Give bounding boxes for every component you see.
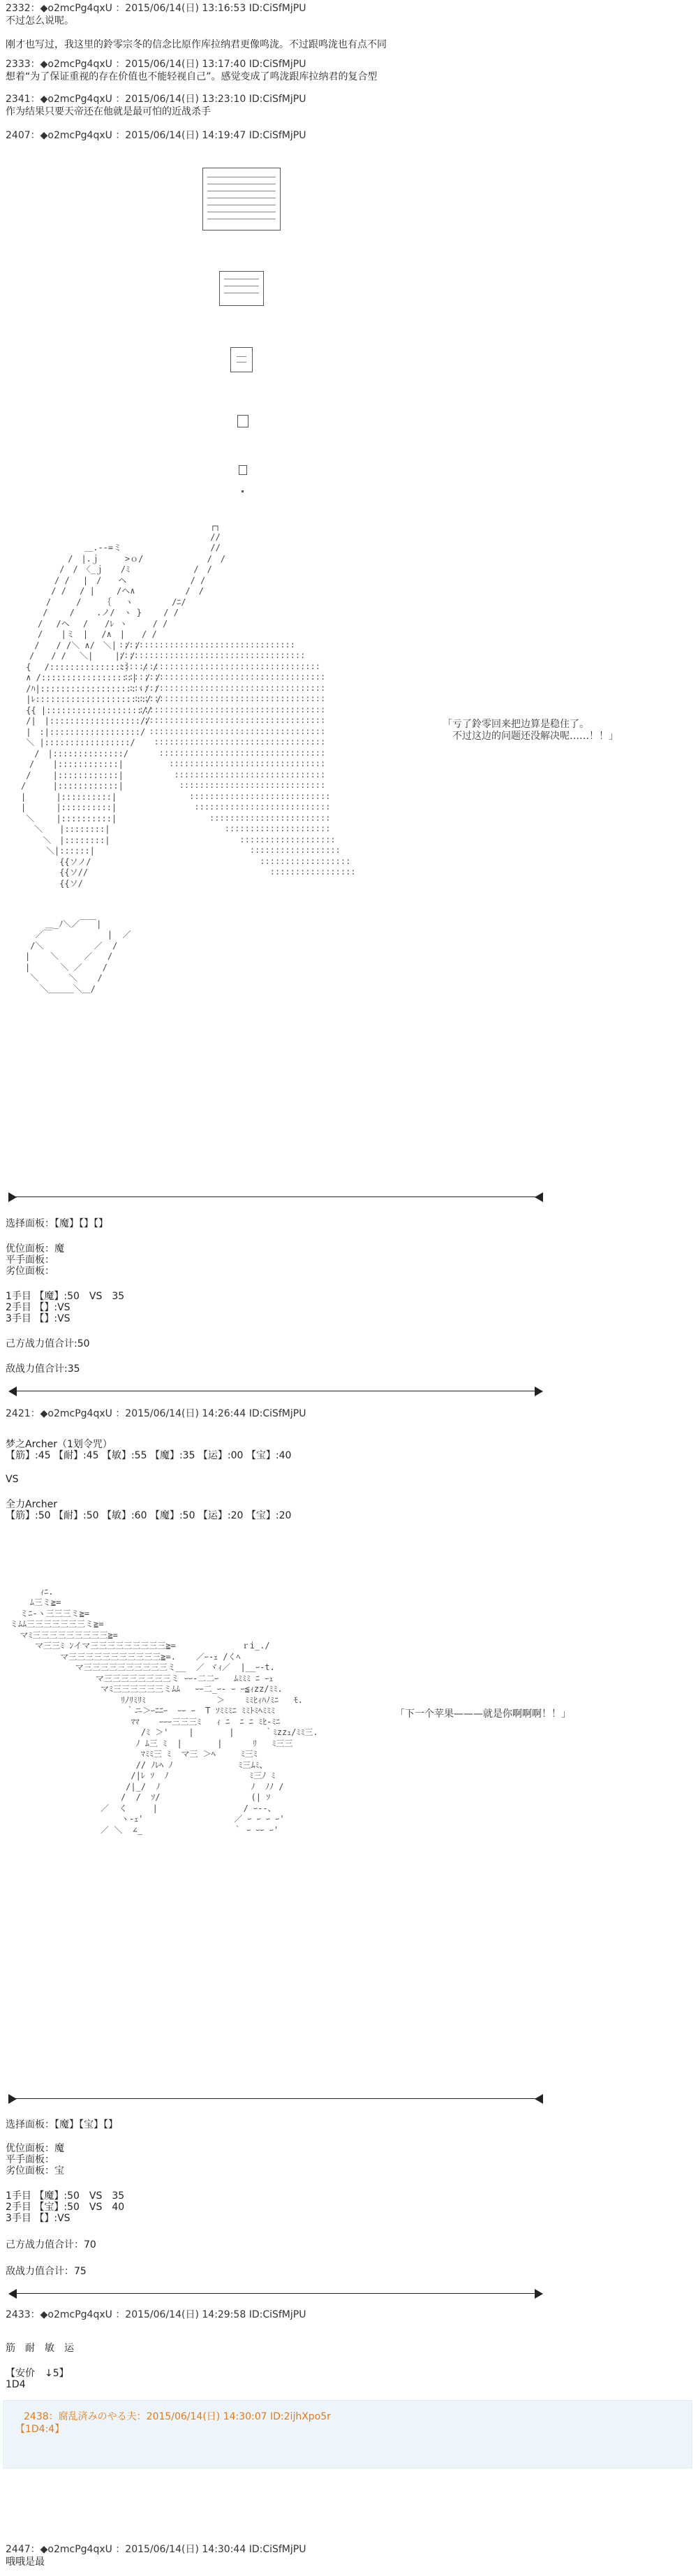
post-text: 刚才也写过，我这里的鈴零宗冬的信念比原作库拉纳君更像鸣泷。不过跟鸣泷也有点不同 <box>6 39 387 50</box>
post-header: 2421：◆o2mcPg4qxU ：2015/06/14(日) 14:26:44 ID:CiSfMjPU <box>6 1408 306 1419</box>
advantage-panel: 优位面板：魔 <box>6 2143 64 2154</box>
disadvantage-panel: 劣位面板：宝 <box>6 2165 64 2176</box>
ascii-art-ground: ＿_ﾉ＼／￣￣| ／￣ | ／ /＼ ／ / | ＼ ／ / | ＼ ／ / ＼ ＼ / ＼＿＿＿＼＿/ <box>25 919 131 994</box>
round-3: 3手目 【】:VS <box>6 2213 70 2224</box>
zoom-frame <box>237 415 248 427</box>
section-divider <box>8 1386 543 1397</box>
post-header: 2433：◆o2mcPg4qxU ：2015/06/14(日) 14:29:58 ID:CiSfMjPU <box>6 2309 306 2320</box>
select-panel: 选择面板：【魔】【宝】【】 <box>6 2119 118 2130</box>
enemy-total: 敌战力值合计：75 <box>6 2266 87 2277</box>
section-divider <box>8 2093 543 2105</box>
advantage-panel: 优位面板：魔 <box>6 1243 64 1254</box>
servant-a-name: 梦之Archer（1划令咒） <box>6 1439 112 1450</box>
ascii-art-texture: ::::::::::::::::::::::::::::::::::: ::::::::::::::::::::::::::::::::::::: :::::::::::::::::::::::::::::::::::::::: :::::::::::::::::::::::::::::::::::::::: ::::::::::::::::::::::::::::::::::::::: :::::::::::::::::::::::::::::::::::::: ::::::::::::::::::::::::::::::::::::: :::::::::::::::::::::::::::::::::::: ::::::::::::::::::::::::::::::::::: :::::::::::::::::::::::::::::::::: ::::::::::::::::::::::::::::::::: ::::::::::::::::::::::::::::::: :::::::::::::::::::::::::::::: ::::::::::::::::::::::::::::: :::::::::::::::::::::::::::: ::::::::::::::::::::::::::: :::::::::::::::::::::::: ::::::::::::::::::::: ::::::::::::::::::: :::::::::::::::::: :::::::::::::::::: ::::::::::::::::: <box>119 639 356 877</box>
own-total: 己方战力值合计:50 <box>6 1338 90 1349</box>
post-header: 2333：◆o2mcPg4qxU ：2015/06/14(日) 13:17:40 ID:CiSfMjPU <box>6 59 306 70</box>
select-panel: 选择面板：【魔】【】【】 <box>6 1218 108 1229</box>
zoom-frame <box>219 271 264 306</box>
section-divider <box>8 2288 543 2299</box>
post-text: 哦哦是最 <box>6 2556 45 2568</box>
servant-b-stats: 【筋】:50 【耐】:50 【敏】:60 【魔】:50 【运】:20 【宝】:20 <box>6 1510 292 1521</box>
round-1: 1手目 【魔】:50 VS 35 <box>6 2190 125 2202</box>
post-header: 2447：◆o2mcPg4qxU ：2015/06/14(日) 14:30:44 ID:CiSfMjPU <box>6 2544 306 2555</box>
zoom-dot <box>242 490 244 492</box>
even-panel: 平手面板： <box>6 2154 54 2165</box>
speech-bubble: 「下一个苹果———就是你啊啊啊！！」 <box>395 1708 571 1720</box>
own-total: 己方战力值合计：70 <box>6 2239 96 2251</box>
post-header: 2407：◆o2mcPg4qxU ：2015/06/14(日) 14:19:47 ID:CiSfMjPU <box>6 130 306 141</box>
round-3: 3手目 【】:VS <box>6 1313 70 1324</box>
post-text: 不过怎么说呢。 <box>6 15 74 27</box>
ascii-art-figure: ┌┐ // ＿.--=ミ // / |.ｊ >ｏ/ / / / / 〈_ｊ /ﾐ / / / / | / ヘ / / / / / | /ヘ∧ / / / / ｛ ヽ /ﾆ/ / / .ノ/ ヽ } / / / /ヘ / /ﾚ ヽ / / / |ミ | /∧ | / / / / /＼ ∧/ ＼| / / / / / ＼| |/ / { /:::::::::::::::｝ / / ∧ /::::::::::::::::::| / / /ﾊ|:::::::::::::::::::ヽ/ / |ﾚ::::::::::::::::::::::/ / {{ |:::::::::::::::::::// /| |::::::::::::::::::// | :|::::::::::::::::::/ ＼ |:::::::::::::::::/ / |::::::::::::::/ / |::::::::::::| / |::::::::::::| / |::::::::::::| | |::::::::::| | |::::::::::| ＼ |::::::::::| ＼ |::::::::| ＼ |::::::::| ＼|::::::| {{ソノ/ {{ソ// {{ソ/ <box>21 521 226 888</box>
post-header: 2332：◆o2mcPg4qxU ：2015/06/14(日) 13:16:53 ID:CiSfMjPU <box>6 3 306 14</box>
round-1: 1手目 【魔】:50 VS 35 <box>6 1291 125 1302</box>
disadvantage-panel: 劣位面板： <box>6 1266 54 1277</box>
speech-line: 不过这边的问题还没解决呢……！！」 <box>443 731 618 742</box>
versus-label: VS <box>6 1474 19 1485</box>
speech-line: 「亏了鈴零回来把边算是稳住了。 <box>443 719 589 730</box>
post-text: 想着“为了保证重视的存在价值也不能轻视自己”。感觉变成了鸣泷跟库拉纳君的复合型 <box>6 71 378 82</box>
post-text: 作为结果只要天帝还在他就是最可怕的近战杀手 <box>6 106 211 117</box>
even-panel: 平手面板： <box>6 1254 54 1266</box>
quoted-reply <box>3 2400 692 2468</box>
zoom-frame <box>230 347 253 372</box>
servant-a-stats: 【筋】:45 【耐】:45 【敏】:55 【魔】:35 【运】:00 【宝】:40 <box>6 1450 292 1461</box>
post-header: 2341：◆o2mcPg4qxU ：2015/06/14(日) 13:23:10 ID:CiSfMjPU <box>6 94 306 105</box>
servant-b-name: 全力Archer <box>6 1499 57 1510</box>
quoted-reply-dice: 【1D4:4】 <box>15 2424 65 2435</box>
speech-bubble <box>443 707 618 742</box>
round-2: 2手目 【宝】:50 VS 40 <box>6 2202 125 2213</box>
anchor-request: 【安价 ↓5】 <box>6 2368 69 2379</box>
quoted-reply-header[interactable]: 2438：腐乱済みのやる夫：2015/06/14(日) 14:30:07 ID:2ijhXpo5r <box>24 2411 331 2422</box>
dice-request: 1D4 <box>6 2379 26 2390</box>
enemy-total: 敌战力值合计:35 <box>6 1363 80 1375</box>
ascii-art-archer: ｨﾆ. ﾑ三ミ≧= ミﾆ-ヽ三三三ミ≧= ミﾑﾑ三三三三三三三ミ≧= マﾐ三三三三三三三三三≧= マ三三ﾐ ﾝイマ三三三三三三三三三≧= ｒi_./ マ三三三三三三三三三三三≧=. ／ｰ-ｪ /くﾍ マ三三三三三三三三三三ミ__ ／ ヾｨ／ |__ｰ-t. マ三三三三三三三三ミ ｰｰ-二二ｰ ﾑﾐﾐﾐ ﾆ ｰｪ マﾐ三三三三三三ミﾑﾑ ｰｰ二_ｰ- ｰ ｰ≦ｨzz/ﾐﾐ. ﾘﾉﾘﾐﾘﾐ ＞ ﾐﾐﾋｨﾊﾉﾐﾆ ﾓ. ｀ニ＞ｰﾆﾆｰ ｰｰ ｰ T ｿﾐﾐﾐﾆ ﾐﾐﾄﾐﾍﾐﾐﾐ ﾏﾏ ｰｰｰ三三三ﾐ ｨ ﾆ ﾆ ﾆ ﾐﾋ-ﾐﾆ /ﾐ ＞' | | ｀ﾐzzｪ/ﾐﾐ三. ﾉ ﾑ三 ﾐ | | ﾘ ﾐ三三 ﾏﾐﾐ三 ﾐ マ三 ＞ﾍ ﾐ三ﾐ // ﾉﾚﾍ ﾉ ﾐ三ﾑﾐ、 /|ﾚ ｿ ﾉ ﾐ三ﾉ ﾐ /|_/ ﾉ ﾉ ﾉﾉ / / / ｿ/ (| ｿ ／ く | / ｰ-‐、 ヽ-ｪ' ／ ｰ ｰ ｰ ｰ' ／ ＼ ∠_ ｀ ｰ ｰｰ ｰ' <box>10 1586 318 1835</box>
round-2: 2手目 【】:VS <box>6 1302 70 1313</box>
zoom-frame <box>239 465 247 475</box>
zoom-frame <box>202 168 281 230</box>
section-divider <box>8 1192 543 1203</box>
stat-options: 筋 耐 敏 运 <box>6 2343 74 2354</box>
